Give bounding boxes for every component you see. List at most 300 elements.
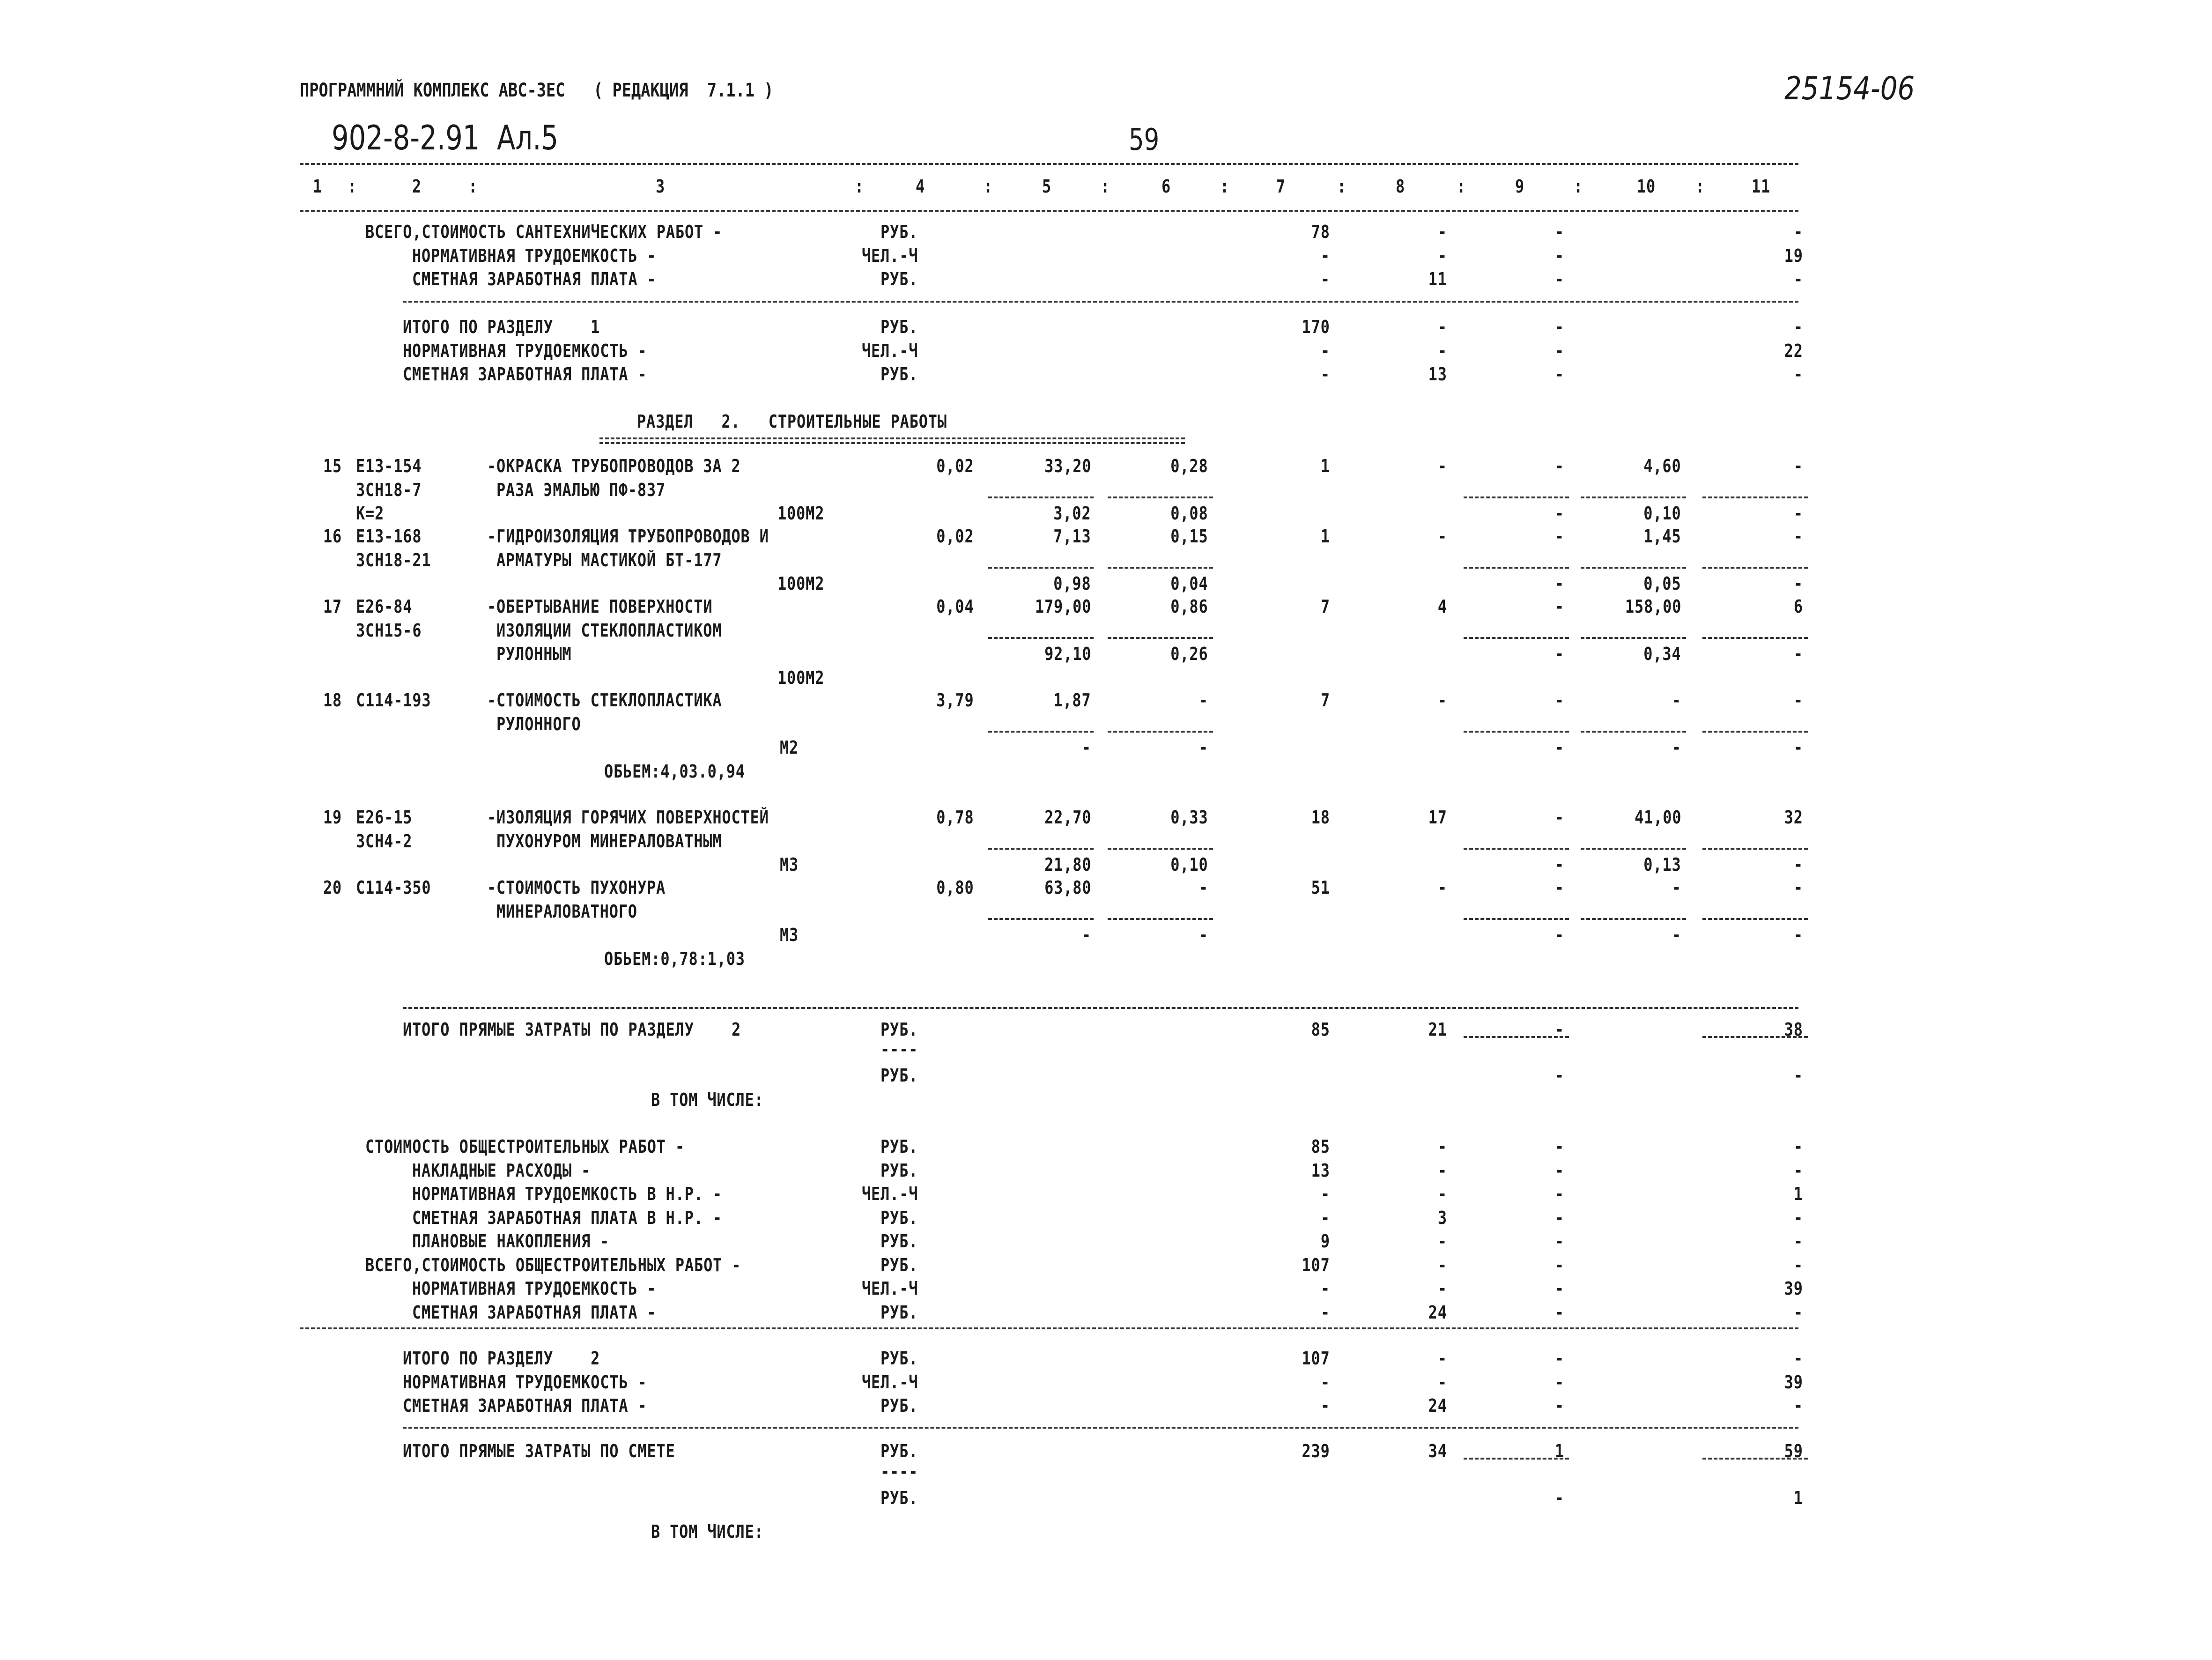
item-wage: -	[1081, 737, 1091, 758]
section2-total-c11: -	[1793, 1348, 1803, 1369]
cost-line-c9: -	[1554, 1160, 1564, 1181]
unit: РУБ.	[880, 1207, 918, 1228]
item-number: 18	[323, 690, 342, 711]
item-price-2: 0,28	[1170, 456, 1208, 476]
sub-rule	[1464, 918, 1569, 920]
item-c7: 7	[1320, 690, 1330, 711]
sub-rule	[1702, 1458, 1808, 1460]
section-title: РАЗДЕЛ 2. СТРОИТЕЛЬНЫЕ РАБОТЫ	[637, 411, 947, 432]
direct-c9-wage: -	[1554, 1065, 1564, 1086]
grand-total-label: ИТОГО ПРЯМЫЕ ЗАТРАТЫ ПО СМЕТЕ	[403, 1441, 675, 1461]
grand-c11-wage: 1	[1793, 1488, 1803, 1508]
item-c11: -	[1793, 526, 1803, 547]
cost-line-c8: 3	[1437, 1207, 1447, 1228]
block-rule	[403, 301, 1798, 303]
unit: РУБ.	[880, 222, 918, 242]
item-code: Е13-154	[356, 456, 422, 476]
section1-total-c9: -	[1554, 364, 1564, 385]
item-c10: -	[1672, 877, 1681, 898]
item-wage-2: -	[1198, 925, 1208, 945]
unit: РУБ.	[880, 1019, 918, 1040]
unit: РУБ.	[880, 1254, 918, 1275]
item-quantity: 0,02	[936, 526, 974, 547]
item-wage: 21,80	[1044, 854, 1091, 875]
cost-line-label: ВСЕГО,СТОИМОСТЬ ОБЩЕСТРОИТЕЛЬНЫХ РАБОТ -	[365, 1254, 741, 1275]
item-c10-wage: -	[1672, 925, 1681, 945]
column-separator: :	[984, 176, 993, 197]
cost-line-label: СТОИМОСТЬ ОБЩЕСТРОИТЕЛЬНЫХ РАБОТ -	[365, 1136, 685, 1157]
item-c8: -	[1437, 456, 1447, 476]
item-number: 15	[323, 456, 342, 476]
item-c11: -	[1793, 690, 1803, 711]
section2-total-c7: -	[1320, 1395, 1330, 1416]
item-measure-unit: М3	[780, 925, 799, 945]
section2-total-label: ИТОГО ПО РАЗДЕЛУ 2	[403, 1348, 600, 1369]
sub-rule	[1108, 918, 1213, 920]
summary-label: СМЕТНАЯ ЗАРАБОТНАЯ ПЛАТА -	[412, 269, 657, 289]
unit: ЧЕЛ.-Ч	[862, 1371, 918, 1393]
document-code: 902-8-2.91 Ал.5	[332, 118, 559, 157]
section1-total-c7: 170	[1302, 317, 1330, 337]
including-label: В ТОМ ЧИСЛЕ:	[651, 1089, 764, 1110]
sub-rule	[1702, 848, 1808, 850]
section2-total-c9: -	[1554, 1395, 1564, 1416]
including-label: В ТОМ ЧИСЛЕ:	[651, 1521, 764, 1542]
item-code-2: ЗСН4-2	[356, 830, 413, 852]
item-c10: 158,00	[1625, 596, 1681, 617]
item-price: 7,13	[1053, 526, 1091, 547]
item-code-2: ЗСН18-7	[356, 479, 422, 500]
section1-total-c8: -	[1437, 317, 1447, 337]
item-wage: 92,10	[1044, 644, 1091, 664]
section1-total-c11: -	[1793, 317, 1803, 337]
item-volume: ОБЬЕМ:4,03.0,94	[604, 761, 745, 782]
program-header: ПРОГРАММНИЙ КОМПЛЕКС АВС-ЗЕС ( РЕДАКЦИЯ 7.1.1 )	[300, 80, 774, 101]
sub-rule	[1702, 918, 1808, 920]
direct-costs-label: ИТОГО ПРЯМЫЕ ЗАТРАТЫ ПО РАЗДЕЛУ 2	[403, 1019, 741, 1040]
item-c9-wage: -	[1554, 503, 1564, 524]
unit: РУБ.	[880, 1395, 918, 1416]
sub-rule	[1702, 497, 1808, 498]
item-measure-unit: М2	[780, 737, 799, 758]
section2-total-c11: -	[1793, 1395, 1803, 1416]
item-name-2: МИНЕРАЛОВАТНОГО	[496, 901, 637, 922]
sub-rule	[1464, 497, 1569, 498]
item-number: 17	[323, 596, 342, 617]
item-coefficient: К=2	[356, 503, 385, 524]
sub-rule	[1702, 567, 1808, 569]
column-separator: :	[1337, 176, 1347, 197]
direct-c7: 85	[1311, 1019, 1330, 1040]
column-separator: :	[855, 176, 865, 197]
item-c10-wage: 0,05	[1643, 573, 1681, 594]
item-c9: -	[1554, 596, 1564, 617]
item-c8: -	[1437, 690, 1447, 711]
column-header-11: 11	[1752, 176, 1771, 197]
cost-line-c8: -	[1437, 1231, 1447, 1252]
sub-rule	[1581, 637, 1686, 639]
section1-total-c11: 22	[1784, 340, 1803, 361]
cost-line-c8: -	[1437, 1160, 1447, 1181]
sub-rule	[988, 497, 1094, 498]
cost-line-c7: 13	[1311, 1160, 1330, 1181]
section-title-underline	[599, 442, 1185, 444]
block-rule	[403, 1427, 1798, 1429]
item-quantity: 3,79	[936, 690, 974, 711]
item-c7: 7	[1320, 596, 1330, 617]
item-name: -ОКРАСКА ТРУБОПРОВОДОВ ЗА 2	[487, 456, 741, 476]
item-c7: 51	[1311, 877, 1330, 898]
grand-c9-wage: -	[1554, 1488, 1564, 1508]
unit: РУБ.	[880, 364, 918, 385]
item-volume: ОБЬЕМ:0,78:1,03	[604, 948, 745, 969]
column-separator: :	[1574, 176, 1583, 197]
item-wage-2: 0,10	[1170, 854, 1208, 875]
item-name-2: АРМАТУРЫ МАСТИКОЙ БТ-177	[496, 549, 722, 571]
item-code-2: ЗСН18-21	[356, 549, 431, 571]
item-name-2: РАЗА ЭМАЛЬЮ ПФ-837	[496, 479, 666, 500]
column-header-4: 4	[916, 176, 925, 197]
sub-rule	[1702, 1036, 1808, 1038]
item-number: 16	[323, 526, 342, 547]
item-price-2: 0,33	[1170, 807, 1208, 828]
item-wage-2: 0,26	[1170, 644, 1208, 664]
cost-line-label: НАКЛАДНЫЕ РАСХОДЫ -	[412, 1160, 591, 1181]
item-c10-wage: 0,34	[1643, 644, 1681, 664]
column-header-1: 1	[313, 176, 323, 197]
unit: РУБ.	[880, 1231, 918, 1252]
item-quantity: 0,78	[936, 807, 974, 828]
unit: ЧЕЛ.-Ч	[862, 340, 918, 361]
item-name: -ГИДРОИЗОЛЯЦИЯ ТРУБОПРОВОДОВ И	[487, 526, 769, 547]
item-c10: 41,00	[1634, 807, 1681, 828]
item-c10: 1,45	[1643, 526, 1681, 547]
sub-rule	[1581, 567, 1686, 569]
section2-total-label: НОРМАТИВНАЯ ТРУДОЕМКОСТЬ -	[403, 1371, 647, 1393]
item-price: 33,20	[1044, 456, 1091, 476]
summary-c11: -	[1793, 269, 1803, 289]
header-rule	[300, 210, 1798, 212]
summary-c9: -	[1554, 245, 1564, 266]
sub-rule	[988, 567, 1094, 569]
cost-line-c9: -	[1554, 1184, 1564, 1204]
item-price: 179,00	[1035, 596, 1091, 617]
cost-line-label: СМЕТНАЯ ЗАРАБОТНАЯ ПЛАТА В Н.Р. -	[412, 1207, 722, 1228]
cost-line-c9: -	[1554, 1278, 1564, 1299]
item-measure-unit: 100М2	[777, 573, 825, 594]
item-c7: 1	[1320, 526, 1330, 547]
item-quantity: 0,80	[936, 877, 974, 898]
direct-c9: -	[1554, 1019, 1564, 1040]
cost-line-c11: 39	[1784, 1278, 1803, 1299]
cost-line-c9: -	[1554, 1136, 1564, 1157]
item-c9-wage: -	[1554, 737, 1564, 758]
item-c11-wage: -	[1793, 925, 1803, 945]
sub-rule	[1702, 731, 1808, 733]
unit: РУБ.	[880, 1065, 918, 1086]
column-header-8: 8	[1396, 176, 1406, 197]
item-c10: 4,60	[1643, 456, 1681, 476]
item-price: 1,87	[1053, 690, 1091, 711]
unit: РУБ.	[880, 317, 918, 337]
item-c7: 18	[1311, 807, 1330, 828]
summary-c8: 11	[1428, 269, 1447, 289]
unit: ЧЕЛ.-Ч	[862, 245, 918, 266]
item-price-2: 0,15	[1170, 526, 1208, 547]
cost-line-c7: 107	[1302, 1254, 1330, 1275]
item-c10-wage: -	[1672, 737, 1681, 758]
item-name-2: ИЗОЛЯЦИИ СТЕКЛОПЛАСТИКОМ	[496, 620, 722, 641]
item-c11-wage: -	[1793, 737, 1803, 758]
block-rule	[403, 1007, 1798, 1009]
direct-c11: 38	[1784, 1019, 1803, 1040]
section2-total-c9: -	[1554, 1348, 1564, 1369]
item-c11: 6	[1793, 596, 1803, 617]
column-separator: :	[1695, 176, 1705, 197]
item-c10: -	[1672, 690, 1681, 711]
item-c9: -	[1554, 807, 1564, 828]
item-name: -СТОИМОСТЬ ПУХОНУРА	[487, 877, 666, 898]
column-header-2: 2	[412, 176, 422, 197]
item-c9: -	[1554, 690, 1564, 711]
item-c11-wage: -	[1793, 854, 1803, 875]
column-separator: :	[1101, 176, 1110, 197]
sub-rule	[1108, 848, 1213, 850]
section2-total-label: СМЕТНАЯ ЗАРАБОТНАЯ ПЛАТА -	[403, 1395, 647, 1416]
summary-c7: 78	[1311, 222, 1330, 242]
cost-line-c9: -	[1554, 1207, 1564, 1228]
item-c8: 4	[1437, 596, 1447, 617]
sub-rule	[1108, 637, 1213, 639]
cost-line-c9: -	[1554, 1231, 1564, 1252]
item-code: С114-193	[356, 690, 431, 711]
unit: РУБ.	[880, 1160, 918, 1181]
item-c11-wage: -	[1793, 644, 1803, 664]
section2-total-c7: -	[1320, 1371, 1330, 1393]
section1-total-label: НОРМАТИВНАЯ ТРУДОЕМКОСТЬ -	[403, 340, 647, 361]
cost-line-c7: 9	[1320, 1231, 1330, 1252]
cost-line-c7: -	[1320, 1207, 1330, 1228]
item-c11: 32	[1784, 807, 1803, 828]
item-measure-unit: М3	[780, 854, 799, 875]
cost-line-c8: -	[1437, 1278, 1447, 1299]
summary-c9: -	[1554, 222, 1564, 242]
item-quantity: 0,04	[936, 596, 974, 617]
column-header-7: 7	[1276, 176, 1286, 197]
item-c9: -	[1554, 877, 1564, 898]
section1-total-c8: 13	[1428, 364, 1447, 385]
sub-rule	[1581, 918, 1686, 920]
unit: РУБ.	[880, 1302, 918, 1323]
cost-line-c9: -	[1554, 1254, 1564, 1275]
item-c10-wage: 0,13	[1643, 854, 1681, 875]
archive-number: 25154-06	[1784, 70, 1915, 107]
column-separator: :	[1220, 176, 1230, 197]
cost-line-c8: -	[1437, 1136, 1447, 1157]
column-separator: :	[468, 176, 478, 197]
item-code: Е26-15	[356, 807, 413, 828]
unit: ЧЕЛ.-Ч	[862, 1184, 918, 1204]
item-name: -ИЗОЛЯЦИЯ ГОРЯЧИХ ПОВЕРХНОСТЕЙ	[487, 807, 769, 828]
cost-line-c11: -	[1793, 1231, 1803, 1252]
item-price-2: -	[1198, 877, 1208, 898]
sub-rule	[1581, 848, 1686, 850]
item-name: -СТОИМОСТЬ СТЕКЛОПЛАСТИКА	[487, 690, 722, 711]
cost-line-c11: -	[1793, 1254, 1803, 1275]
item-code: Е26-84	[356, 596, 413, 617]
section2-total-c8: -	[1437, 1348, 1447, 1369]
cost-line-label: СМЕТНАЯ ЗАРАБОТНАЯ ПЛАТА -	[412, 1302, 657, 1323]
item-code: С114-350	[356, 877, 431, 898]
item-quantity: 0,02	[936, 456, 974, 476]
summary-c11: -	[1793, 222, 1803, 242]
summary-c11: 19	[1784, 245, 1803, 266]
cost-line-c11: -	[1793, 1160, 1803, 1181]
sub-rule	[1464, 731, 1569, 733]
sub-rule	[1581, 731, 1686, 733]
item-c10-wage: 0,10	[1643, 503, 1681, 524]
grand-c11: 59	[1784, 1441, 1803, 1461]
column-header-5: 5	[1042, 176, 1052, 197]
item-c11-wage: -	[1793, 573, 1803, 594]
column-header-3: 3	[656, 176, 666, 197]
sub-rule	[1464, 637, 1569, 639]
direct-c8: 21	[1428, 1019, 1447, 1040]
item-name-2: РУЛОННОГО	[496, 713, 581, 734]
section2-total-c8: -	[1437, 1371, 1447, 1393]
cost-line-c7: -	[1320, 1184, 1330, 1204]
unit: ЧЕЛ.-Ч	[862, 1278, 918, 1299]
item-wage-2: 0,04	[1170, 573, 1208, 594]
page-number: 59	[1129, 123, 1160, 157]
item-c11-wage: -	[1793, 503, 1803, 524]
item-code-2: ЗСН15-6	[356, 620, 422, 641]
item-number: 20	[323, 877, 342, 898]
sub-rule	[1702, 637, 1808, 639]
item-c11: -	[1793, 877, 1803, 898]
item-c9-wage: -	[1554, 644, 1564, 664]
cost-line-c8: -	[1437, 1184, 1447, 1204]
section1-total-c7: -	[1320, 340, 1330, 361]
summary-label: НОРМАТИВНАЯ ТРУДОЕМКОСТЬ -	[412, 245, 657, 266]
item-name: -ОБЕРТЫВАНИЕ ПОВЕРХНОСТИ	[487, 596, 713, 617]
column-separator: :	[1457, 176, 1466, 197]
column-header-10: 10	[1637, 176, 1656, 197]
section1-total-c9: -	[1554, 340, 1564, 361]
sub-rule	[988, 918, 1094, 920]
summary-c8: -	[1437, 245, 1447, 266]
section2-total-c11: 39	[1784, 1371, 1803, 1393]
item-wage: -	[1081, 925, 1091, 945]
unit-rule: ----	[880, 1461, 918, 1482]
sub-rule	[988, 848, 1094, 850]
item-code: Е13-168	[356, 526, 422, 547]
item-price: 22,70	[1044, 807, 1091, 828]
item-c9: -	[1554, 456, 1564, 476]
item-c11: -	[1793, 456, 1803, 476]
item-c9-wage: -	[1554, 854, 1564, 875]
cost-line-label: ПЛАНОВЫЕ НАКОПЛЕНИЯ -	[412, 1231, 610, 1252]
item-price-2: -	[1198, 690, 1208, 711]
unit: РУБ.	[880, 1348, 918, 1369]
sub-rule	[988, 731, 1094, 733]
cost-line-label: НОРМАТИВНАЯ ТРУДОЕМКОСТЬ В Н.Р. -	[412, 1184, 722, 1204]
column-header-9: 9	[1515, 176, 1525, 197]
cost-line-c11: -	[1793, 1136, 1803, 1157]
sub-rule	[1464, 567, 1569, 569]
section-title-underline	[599, 437, 1185, 439]
item-c8: -	[1437, 526, 1447, 547]
section1-total-c11: -	[1793, 364, 1803, 385]
cost-line-c9: -	[1554, 1302, 1564, 1323]
summary-label: ВСЕГО,СТОИМОСТЬ САНТЕХНИЧЕСКИХ РАБОТ -	[365, 222, 723, 242]
item-number: 19	[323, 807, 342, 828]
summary-c8: -	[1437, 222, 1447, 242]
sub-rule	[1108, 731, 1213, 733]
item-name-2: ПУХОНУРОМ МИНЕРАЛОВАТНЫМ	[496, 830, 722, 852]
block-rule	[300, 1327, 1798, 1329]
item-name-3: РУЛОННЫМ	[496, 644, 572, 664]
cost-line-c8: -	[1437, 1254, 1447, 1275]
grand-c8: 34	[1428, 1441, 1447, 1461]
item-measure-unit: 100М2	[777, 667, 825, 688]
section1-total-label: СМЕТНАЯ ЗАРАБОТНАЯ ПЛАТА -	[403, 364, 647, 385]
cost-line-c7: -	[1320, 1278, 1330, 1299]
item-wage-2: -	[1198, 737, 1208, 758]
sub-rule	[1108, 567, 1213, 569]
section1-total-c7: -	[1320, 364, 1330, 385]
section2-total-c9: -	[1554, 1371, 1564, 1393]
summary-c7: -	[1320, 245, 1330, 266]
item-wage-2: 0,08	[1170, 503, 1208, 524]
item-price: 63,80	[1044, 877, 1091, 898]
cost-line-c7: -	[1320, 1302, 1330, 1323]
unit: РУБ.	[880, 1136, 918, 1157]
section2-total-c8: 24	[1428, 1395, 1447, 1416]
item-wage: 3,02	[1053, 503, 1091, 524]
item-measure-unit: 100М2	[777, 503, 825, 524]
sub-rule	[1464, 1036, 1569, 1038]
section1-total-c8: -	[1437, 340, 1447, 361]
summary-c9: -	[1554, 269, 1564, 289]
unit: РУБ.	[880, 1441, 918, 1461]
sub-rule	[1108, 497, 1213, 498]
unit: РУБ.	[880, 1488, 918, 1508]
section1-total-label: ИТОГО ПО РАЗДЕЛУ 1	[403, 317, 600, 337]
sub-rule	[1581, 497, 1686, 498]
sub-rule	[1464, 1458, 1569, 1460]
sub-rule	[988, 637, 1094, 639]
item-c9-wage: -	[1554, 925, 1564, 945]
unit-rule: ----	[880, 1039, 918, 1060]
cost-line-c11: -	[1793, 1302, 1803, 1323]
item-c7: 1	[1320, 456, 1330, 476]
item-wage: 0,98	[1053, 573, 1091, 594]
cost-line-c8: 24	[1428, 1302, 1447, 1323]
direct-c11-wage: -	[1793, 1065, 1803, 1086]
item-c9: -	[1554, 526, 1564, 547]
column-separator: :	[348, 176, 357, 197]
cost-line-c7: 85	[1311, 1136, 1330, 1157]
column-header-6: 6	[1161, 176, 1171, 197]
section2-total-c7: 107	[1302, 1348, 1330, 1369]
sub-rule	[1464, 848, 1569, 850]
grand-c9: 1	[1554, 1441, 1564, 1461]
cost-line-label: НОРМАТИВНАЯ ТРУДОЕМКОСТЬ -	[412, 1278, 657, 1299]
cost-line-c11: -	[1793, 1207, 1803, 1228]
section1-total-c9: -	[1554, 317, 1564, 337]
item-c9-wage: -	[1554, 573, 1564, 594]
